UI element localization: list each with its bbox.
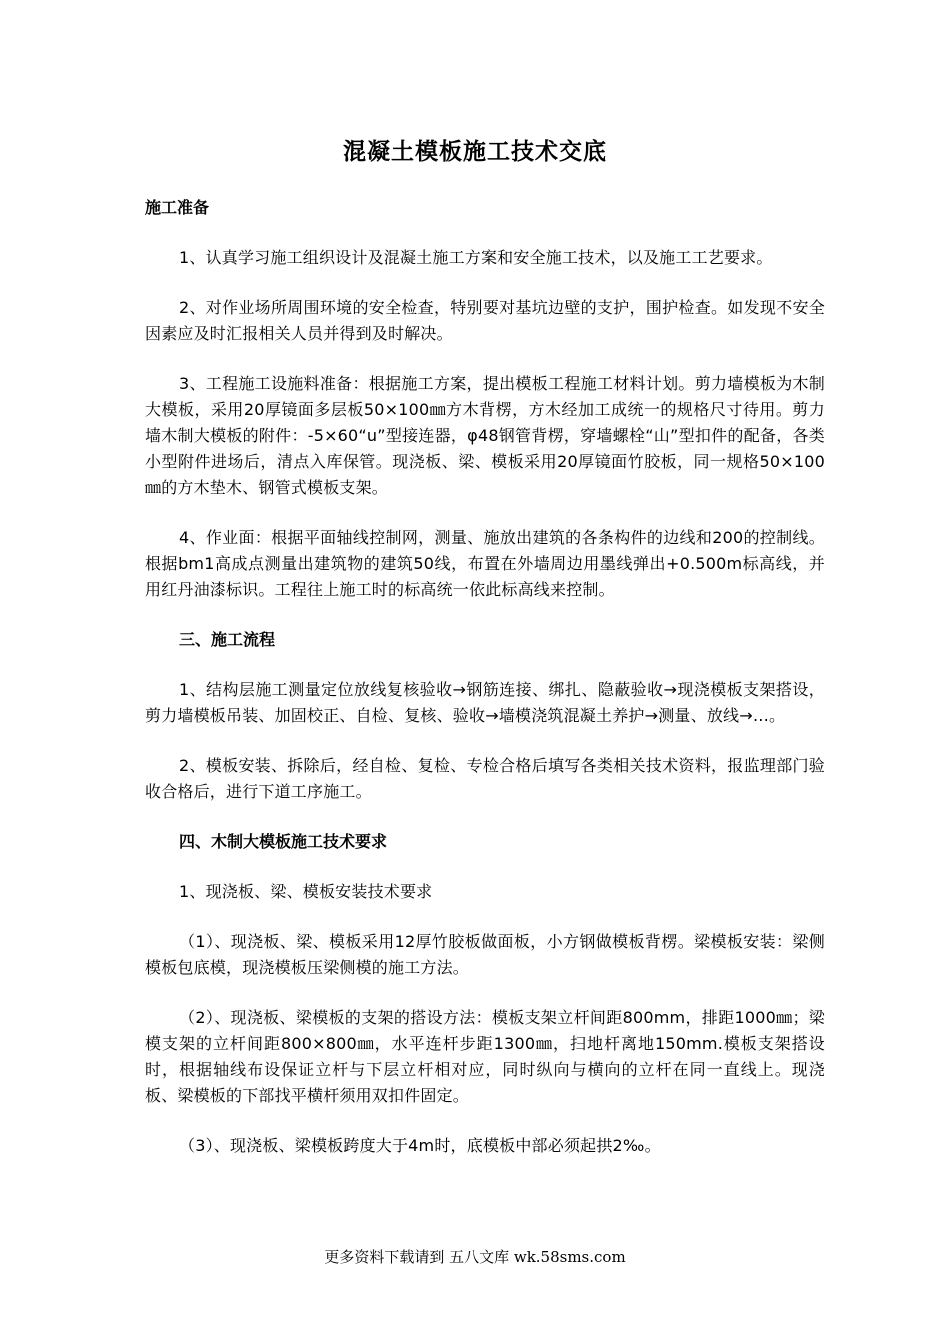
document-title: 混凝土模板施工技术交底	[343, 138, 607, 165]
paragraph: 1、认真学习施工组织设计及混凝土施工方案和安全施工技术，以及施工工艺要求。	[179, 248, 773, 267]
section-heading-prep: 施工准备	[145, 198, 210, 217]
paragraph: 4、作业面：根据平面轴线控制网，测量、施放出建筑的各条构件的边线和200的控制线。根据bm1高成点测量出建筑物的建筑50线，布置在外墙周边用墨线弹出+0.500m标高线，并用红丹油漆标识。工程往上施工时的标高统一依此标高线来控制。	[145, 528, 825, 599]
paragraph: 3、工程施工设施料准备：根据施工方案，提出模板工程施工材料计划。剪力墙模板为木制大模板，采用20厚镜面多层板50×100㎜方木背楞，方木经加工成统一的规格尺寸待用。剪力墙木制大模板的附件：-5×60“u”型接连器，φ48钢管背楞，穿墙螺栓“山”型扣件的配备，各类小型附件进场后，清点入库保管。现浇板、梁、模板采用20厚镜面竹胶板，同一规格50×100㎜的方木垫木、钢管式模板支架。	[145, 374, 825, 497]
paragraph: （1）、现浇板、梁、模板采用12厚竹胶板做面板，小方钢做模板背楞。梁模板安装：梁侧模板包底模，现浇模板压梁侧模的施工方法。	[145, 932, 825, 977]
section-heading-tech: 四、木制大模板施工技术要求	[179, 832, 388, 851]
paragraph: （3）、现浇板、梁模板跨度大于4m时，底模板中部必须起拱2‰。	[179, 1136, 661, 1155]
paragraph: 1、结构层施工测量定位放线复核验收→钢筋连接、绑扎、隐蔽验收→现浇模板支架搭设，剪力墙模板吊装、加固校正、自检、复核、验收→墙模浇筑混凝土养护→测量、放线→…。	[145, 680, 825, 725]
paragraph: 2、模板安装、拆除后，经自检、复检、专检合格后填写各类相关技术资料，报监理部门验收合格后，进行下道工序施工。	[145, 756, 825, 801]
paragraph: 2、对作业场所周围环境的安全检查，特别要对基坑边壁的支护，围护检查。如发现不安全因素应及时汇报相关人员并得到及时解决。	[145, 298, 825, 343]
document-body	[145, 195, 825, 1159]
paragraph: （2）、现浇板、梁模板的支架的搭设方法：模板支架立杆间距800mm，排距1000㎜；梁模支架的立杆间距800×800㎜，水平连杆步距1300㎜，扫地杆离地150mm.模板支架搭设时，根据轴线布设保证立杆与下层立杆相对应，同时纵向与横向的立杆在同一直线上。现浇板、梁模板的下部找平横杆须用双扣件固定。	[145, 1008, 825, 1105]
footer-download-link[interactable]: 更多资料下载请到 五八文库 wk.58sms.com	[324, 1248, 626, 1266]
sub-heading: 1、现浇板、梁、模板安装技术要求	[179, 882, 433, 901]
section-heading-flow: 三、施工流程	[179, 630, 276, 649]
